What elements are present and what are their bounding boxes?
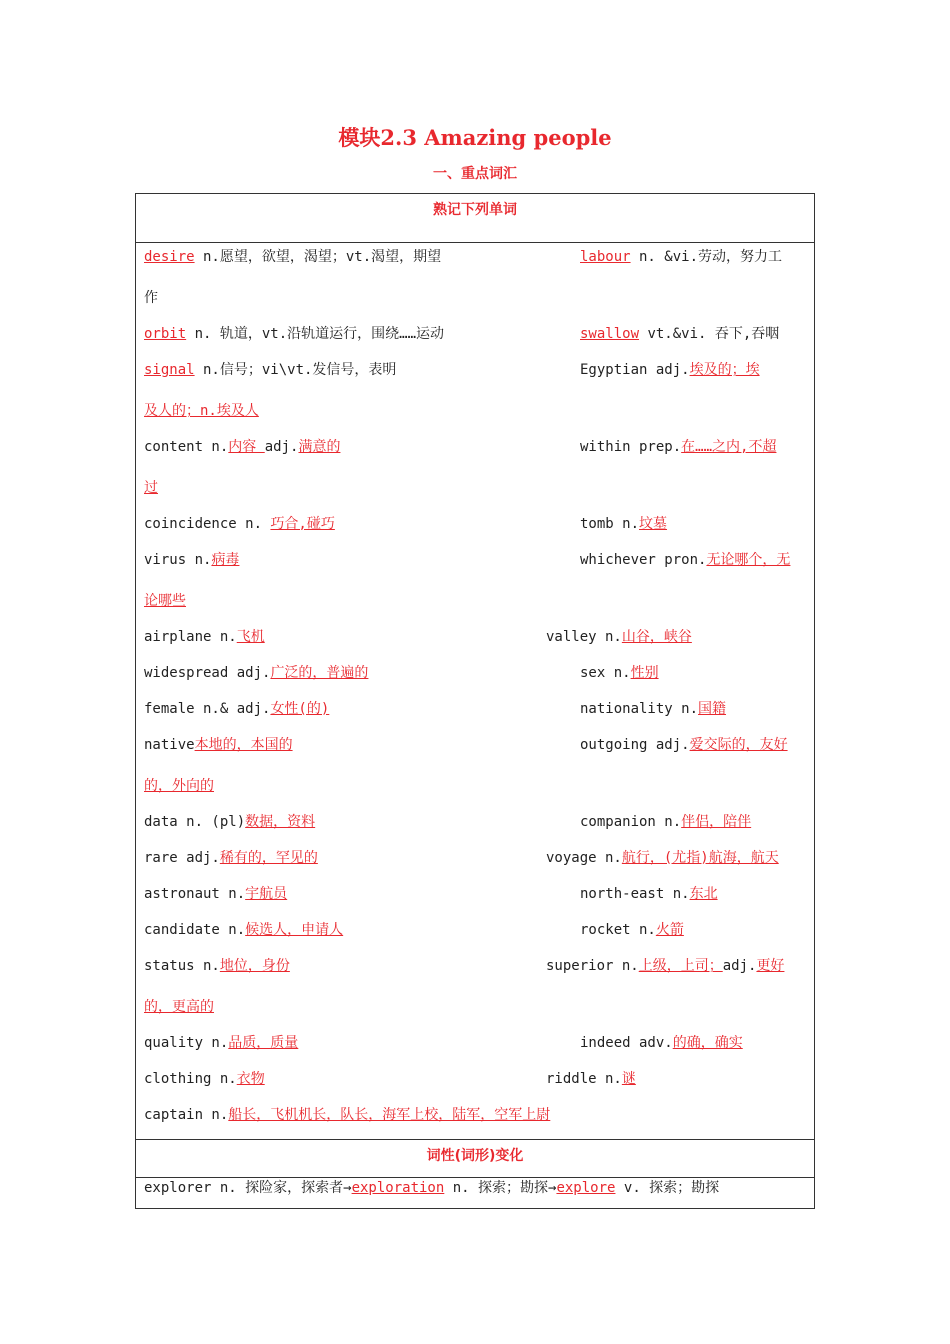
term-text: 作 [144,290,158,306]
term-text: nationality n. [580,701,699,717]
answer-text: 国籍 [698,701,727,717]
entry-quality [144,1033,298,1053]
entry-labour-cont [144,288,158,308]
entry-nationality [580,699,726,719]
entry-whichever-cont [144,591,186,611]
vocabulary-header: 熟记下列单词 [433,202,517,218]
entry-airplane [144,627,265,647]
term-text: explorer n. 探险家，探索者→ [144,1180,352,1196]
entry-explorer [144,1178,719,1198]
term-text: Egyptian adj. [580,362,690,378]
term-text: n.愿望，欲望，渴望；vt.渴望，期望 [194,249,442,265]
answer-text: 船长，飞机机长，队长，海军上校，陆军，空军上尉 [228,1107,551,1123]
answer-text: 数据，资料 [245,814,316,830]
entry-sex [580,663,659,683]
entry-valley [546,627,692,647]
entry-egyptian [580,360,760,380]
answer-text: 候选人，申请人 [245,922,344,938]
entry-rare [144,848,318,868]
answer-text: orbit [144,326,187,342]
answer-text: 及人的；n.埃及人 [144,403,259,419]
answer-text: 女性(的) [270,701,330,717]
answer-text: 衣物 [236,1071,265,1087]
answer-text: 地位，身份 [219,958,290,974]
term-text: within prep. [580,439,682,455]
term-text: astronaut n. [144,886,246,902]
entry-within [580,437,776,457]
answer-text: 本地的，本国的 [194,737,293,753]
entry-swallow [580,324,779,344]
answer-text: 巧合,碰巧 [270,516,335,532]
term-text: v. 探索；勘探 [615,1180,720,1196]
entry-north-east [580,884,718,904]
answer-text: 的，外向的 [144,778,214,794]
answer-text: exploration [351,1180,445,1196]
term-text: outgoing adj. [580,737,690,753]
entry-superior [546,956,784,976]
entry-indeed [580,1033,743,1053]
term-text: n. 轨道，vt.沿轨道运行，围绕……运动 [186,326,445,342]
term-text: virus n. [144,552,212,568]
answer-text: 宇航员 [245,886,288,902]
entry-within-cont [144,478,158,498]
entry-clothing [144,1069,265,1089]
term-text: quality n. [144,1035,229,1051]
entry-virus [144,550,239,570]
entry-native [144,735,293,755]
term-text: valley n. [546,629,622,645]
answer-text: 的，更高的 [144,999,214,1015]
answer-text: 在……之内,不超 [681,439,777,455]
answer-text: 东北 [689,886,718,902]
answer-text: 性别 [630,665,659,681]
entry-outgoing [580,735,788,755]
entry-voyage [546,848,779,868]
term-text: adj. [264,439,299,455]
answer-text: 伴侣，陪伴 [681,814,752,830]
entry-labour [580,247,782,267]
term-text: voyage n. [546,850,622,866]
page-title: 模块2.3 Amazing people [338,125,612,150]
entry-coincidence [144,514,335,534]
entry-outgoing-cont [144,776,214,796]
term-text: captain n. [144,1107,229,1123]
term-text: n. 探索；勘探→ [444,1180,557,1196]
answer-text: 内容 [228,439,265,455]
answer-text: 航行，(尤指)航海，航天 [621,850,779,866]
header-divider [136,242,814,243]
entry-content [144,437,340,457]
term-text: data n. (pl) [144,814,246,830]
term-text: vt.&vi. 吞下,吞咽 [639,326,780,342]
entry-tomb [580,514,667,534]
term-text: clothing n. [144,1071,237,1087]
entry-captain [144,1105,550,1125]
entry-female [144,699,329,719]
answer-text: explore [556,1180,616,1196]
answer-text: 品质，质量 [228,1035,299,1051]
term-text: widespread adj. [144,665,271,681]
answer-text: 上级，上司； [638,958,723,974]
answer-text: 满意的 [298,439,341,455]
answer-text: 更好 [756,958,785,974]
term-text: airplane n. [144,629,237,645]
entry-astronaut [144,884,287,904]
entry-superior-cont [144,997,214,1017]
entry-data [144,812,315,832]
answer-text: signal [144,362,195,378]
term-text: native [144,737,195,753]
entry-widespread [144,663,368,683]
term-text: candidate n. [144,922,246,938]
answer-text: 坟墓 [639,516,668,532]
term-text: n.信号；vi\vt.发信号，表明 [194,362,397,378]
term-text: whichever pron. [580,552,707,568]
entry-rocket [580,920,684,940]
answer-text: 埃及的；埃 [689,362,760,378]
term-text: n. &vi.劳动，努力工 [630,249,783,265]
word-forms-box [135,1139,815,1209]
entry-signal [144,360,396,380]
answer-text: 谜 [621,1071,636,1087]
entry-orbit [144,324,444,344]
answer-text: desire [144,249,195,265]
term-text: tomb n. [580,516,640,532]
term-text: companion n. [580,814,682,830]
term-text: riddle n. [546,1071,622,1087]
term-text: indeed adv. [580,1035,673,1051]
answer-text: 病毒 [211,552,240,568]
answer-text: swallow [580,326,640,342]
answer-text: 论哪些 [144,593,186,609]
entry-desire [144,247,441,267]
entry-candidate [144,920,343,940]
answer-text: 爱交际的，友好 [689,737,788,753]
section-heading: 一、重点词汇 [433,166,517,182]
answer-text: labour [580,249,631,265]
term-text: female n.& adj. [144,701,271,717]
term-text: rare adj. [144,850,220,866]
entry-riddle [546,1069,636,1089]
answer-text: 火箭 [655,922,684,938]
term-text: status n. [144,958,220,974]
answer-text: 稀有的，罕见的 [219,850,318,866]
term-text: adj. [722,958,757,974]
word-forms-header: 词性(词形)变化 [426,1148,524,1164]
term-text: content n. [144,439,229,455]
answer-text: 的确，确实 [672,1035,743,1051]
answer-text: 过 [144,480,158,496]
term-text: superior n. [546,958,639,974]
answer-text: 无论哪个，无 [706,552,791,568]
answer-text: 飞机 [236,629,265,645]
entry-egyptian-cont [144,401,259,421]
term-text: north-east n. [580,886,690,902]
answer-text: 广泛的，普遍的 [270,665,369,681]
entry-companion [580,812,751,832]
answer-text: 山谷，峡谷 [621,629,692,645]
term-text: rocket n. [580,922,656,938]
entry-status [144,956,290,976]
entry-whichever [580,550,790,570]
term-text: sex n. [580,665,631,681]
term-text: coincidence n. [144,516,271,532]
